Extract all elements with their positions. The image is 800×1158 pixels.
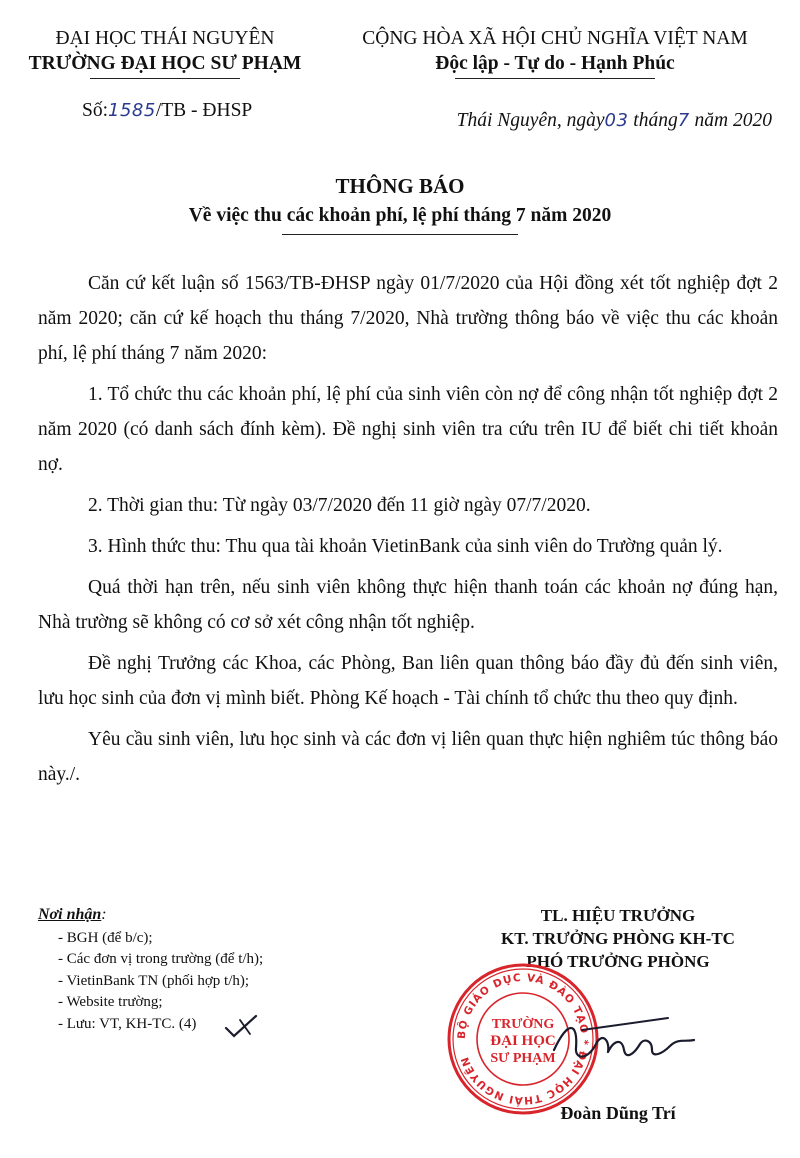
body-paragraph: Yêu cầu sinh viên, lưu học sinh và các đơn vị liên quan thực hiện nghiêm túc thông báo này./. xyxy=(38,729,778,785)
body-paragraph: 1. Tổ chức thu các khoản phí, lệ phí của sinh viên còn nợ để công nhận tốt nghiệp đợt 2 năm 2020 (có danh sách đính kèm). Đề nghị sinh viên tra cứu trên IU để biết chi tiết khoản nợ. xyxy=(38,384,778,475)
date-prefix: Thái Nguyên, ngày xyxy=(456,110,605,131)
document-body xyxy=(38,266,778,798)
recipients-label: Nơi nhận: xyxy=(38,906,107,923)
recipient-item: - BGH (để b/c); xyxy=(58,929,153,946)
svg-text:SƯ PHẠM: SƯ PHẠM xyxy=(490,1051,556,1066)
document-subtitle: Về việc thu các khoản phí, lệ phí tháng 7 năm 2020 xyxy=(188,205,612,226)
authority-line-1: TL. HIỆU TRƯỞNG xyxy=(540,906,696,925)
handwritten-mark-icon xyxy=(222,1014,260,1040)
issuer-underline xyxy=(90,78,240,79)
doc-number-handwritten: 1585 xyxy=(108,100,156,121)
body-paragraph: 3. Hình thức thu: Thu qua tài khoản VietinBank của sinh viên do Trường quản lý. xyxy=(88,536,723,557)
body-paragraph: 2. Thời gian thu: Từ ngày 03/7/2020 đến 11 giờ ngày 07/7/2020. xyxy=(88,495,591,516)
authority-line-2: KT. TRƯỞNG PHÒNG KH-TC xyxy=(501,929,735,948)
doc-number-prefix: Số: xyxy=(82,100,109,121)
country-name: CỘNG HÒA XÃ HỘI CHỦ NGHĨA VIỆT NAM xyxy=(362,28,748,49)
issuer-block xyxy=(20,26,310,79)
date-day: 03 xyxy=(604,110,629,131)
svg-text:ĐẠI HỌC: ĐẠI HỌC xyxy=(490,1033,556,1049)
body-paragraph: Căn cứ kết luận số 1563/TB-ĐHSP ngày 01/7/2020 của Hội đồng xét tốt nghiệp đợt 2 năm 2020; căn cứ kế hoạch thu tháng 7/2020, Nhà trường thông báo về việc thu các khoản phí, lệ phí tháng 7 năm 2020: xyxy=(38,273,778,364)
recipient-item: - Website trường; xyxy=(58,994,163,1010)
date-year: năm 2020 xyxy=(694,110,772,131)
recipients-list xyxy=(38,928,368,1036)
recipient-item: - Các đơn vị trong trường (để t/h); xyxy=(58,951,264,967)
document-date xyxy=(457,110,772,132)
svg-text:BỘ GIÁO DỤC VÀ ĐÀO TẠO * ĐẠI H: BỘ GIÁO DỤC VÀ ĐÀO TẠO * ĐẠI HỌC THÁI NGUYÊN xyxy=(455,971,591,1107)
document-number xyxy=(82,100,252,122)
parent-org: ĐẠI HỌC THÁI NGUYÊN xyxy=(55,28,275,49)
body-paragraph: Đề nghị Trưởng các Khoa, các Phòng, Ban liên quan thông báo đầy đủ đến sinh viên, lưu học sinh của đơn vị mình biết. Phòng Kế hoạch - Tài chính tổ chức thu theo quy định. xyxy=(38,653,778,709)
recipients-block xyxy=(38,904,368,1035)
signer-name: Đoàn Dũng Trí xyxy=(560,1103,676,1123)
motto: Độc lập - Tự do - Hạnh Phúc xyxy=(435,53,675,74)
body-paragraph: Quá thời hạn trên, nếu sinh viên không thực hiện thanh toán các khoản nợ đúng hạn, Nhà trường sẽ không có cơ sở xét công nhận tốt nghiệp. xyxy=(38,577,778,633)
recipient-item: - Lưu: VT, KH-TC. (4) xyxy=(58,1015,197,1032)
doc-number-suffix: /TB - ĐHSP xyxy=(155,100,253,121)
recipient-item: - VietinBank TN (phối hợp t/h); xyxy=(58,972,250,989)
date-month-label: tháng xyxy=(633,110,678,131)
date-month: 7 xyxy=(677,110,690,131)
svg-text:TRƯỜNG: TRƯỜNG xyxy=(491,1017,555,1032)
handwritten-signature-icon xyxy=(548,1010,698,1070)
school-name: TRƯỜNG ĐẠI HỌC SƯ PHẠM xyxy=(28,53,302,74)
authority-line-3: PHÓ TRƯỞNG PHÒNG xyxy=(526,952,710,971)
motto-underline xyxy=(455,78,655,79)
subtitle-underline xyxy=(282,234,518,235)
national-motto-block xyxy=(320,26,790,79)
document-title: THÔNG BÁO xyxy=(335,174,465,198)
